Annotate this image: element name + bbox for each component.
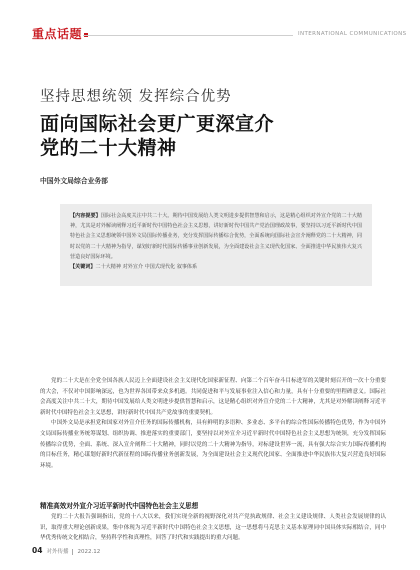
keywords-label: 【关键词】	[70, 264, 96, 271]
section-subheading: 精准高效对外宣介习近平新时代中国特色社会主义思想	[40, 502, 199, 510]
body-section-1	[40, 376, 386, 471]
section-tag	[32, 27, 88, 41]
article-title	[40, 112, 274, 160]
header-rule	[83, 35, 293, 36]
article-kicker: 坚持思想统领 发挥综合优势	[40, 89, 232, 105]
body-paragraph: 党的二十大报告强调指出，党的十八大以来，我们实现全新的视野深化对共产党执政规律、社会主义建设规律、人类社会发展规律的认识，取得重大理论创新成果，集中体现为习近平新时代中国特色社会主义思想，这一思想将马克思主义基本原理同中国具体实际相结合，同中华优秀传统文化相结合，坚持科学性和真理性，回答了时代和实践提出的重大问题。	[40, 514, 386, 542]
abstract-paragraph	[70, 211, 362, 262]
header-publication-name: INTERNATIONAL COMMUNICATIONS	[298, 31, 407, 37]
footer-separator	[72, 549, 73, 555]
section-tag-label: 重点话题	[32, 27, 83, 41]
page-number: 04	[32, 546, 43, 555]
footer-issue: 2022.12	[77, 549, 101, 555]
page-footer	[32, 546, 100, 555]
abstract-label: 【内容提要】	[70, 213, 101, 219]
body-section-2	[40, 512, 386, 544]
article-title-line-1: 面向国际社会更广更深宣介	[40, 113, 275, 135]
footer-publication: 对外传播	[46, 549, 69, 555]
abstract-text: 国际社会高度关注中共二十大。期待中国发展给人类文明进步提供智慧和启示，这是精心组织对外宣介党的二十大精神，尤其是对外解读阐释习近平新时代中国特色社会主义思想，讲好新时代中国共产党治国理政故事，要坚持以习近平新时代中国特色社会主义思想统领中国外文局国际传播业务，充分发挥国际传播综合优势，全面系统向国际社会宣介阐释党的二十大精神，同时以党的二十大精神为指导，谋划好新时代国际传播事业创新发展，为全面建设社会主义现代化国家、全面推进中华民族伟大复兴营造良好国际环境。	[70, 213, 362, 260]
article-author: 中国外文局综合业务部	[40, 177, 108, 185]
body-paragraph: 中国外文局是承担党和国家对外宣介任务的国际传播机构，具有鲜明的多语种、多业态、多平台的综合性国际传播特色优势，作为中国外文局国际传播业务统筹谋划、组织协调、推进落实的重要部门，要坚持以对外宣介习近平新时代中国特色社会主义思想为统领，充分发挥国际传播综合优势，全面、系统、深入宣介阐释二十大精神，同时以党的二十大精神为指导，对标建设世界一流，具有强大综合实力国际传播机构的目标任务，精心谋划好新时代新征程的国际传播业务创新发展，为全面建设社会主义现代化国家、全面推进中华民族伟大复兴营造良好国际环境。	[40, 420, 386, 469]
keywords-text: 二十大精神 对外宣介 中国式现代化 叙事体系	[95, 264, 198, 271]
body-paragraph: 党的二十大是在全党全国各族人民迈上全面建设社会主义现代化国家新征程、向第二个百年奋斗目标进军的关键时刻召开的一次十分重要的大会，不仅对中国影响深远，也为世界各国带来众多机遇。共同促进和平与发展事业注入信心和力量，具有十分重要的里程碑意义。国际社会高度关注中共二十大，期待中国发展给人类文明进步提供智慧和启示，这是精心组织对外宣介党的二十大精神，尤其是对外解读阐释习近平新时代中国特色社会主义思想，讲好新时代中国共产党故事的重要契机。	[40, 378, 386, 416]
article-title-line-2: 党的二十大精神	[40, 137, 177, 159]
keywords-line	[70, 262, 362, 272]
abstract-box	[60, 204, 372, 286]
